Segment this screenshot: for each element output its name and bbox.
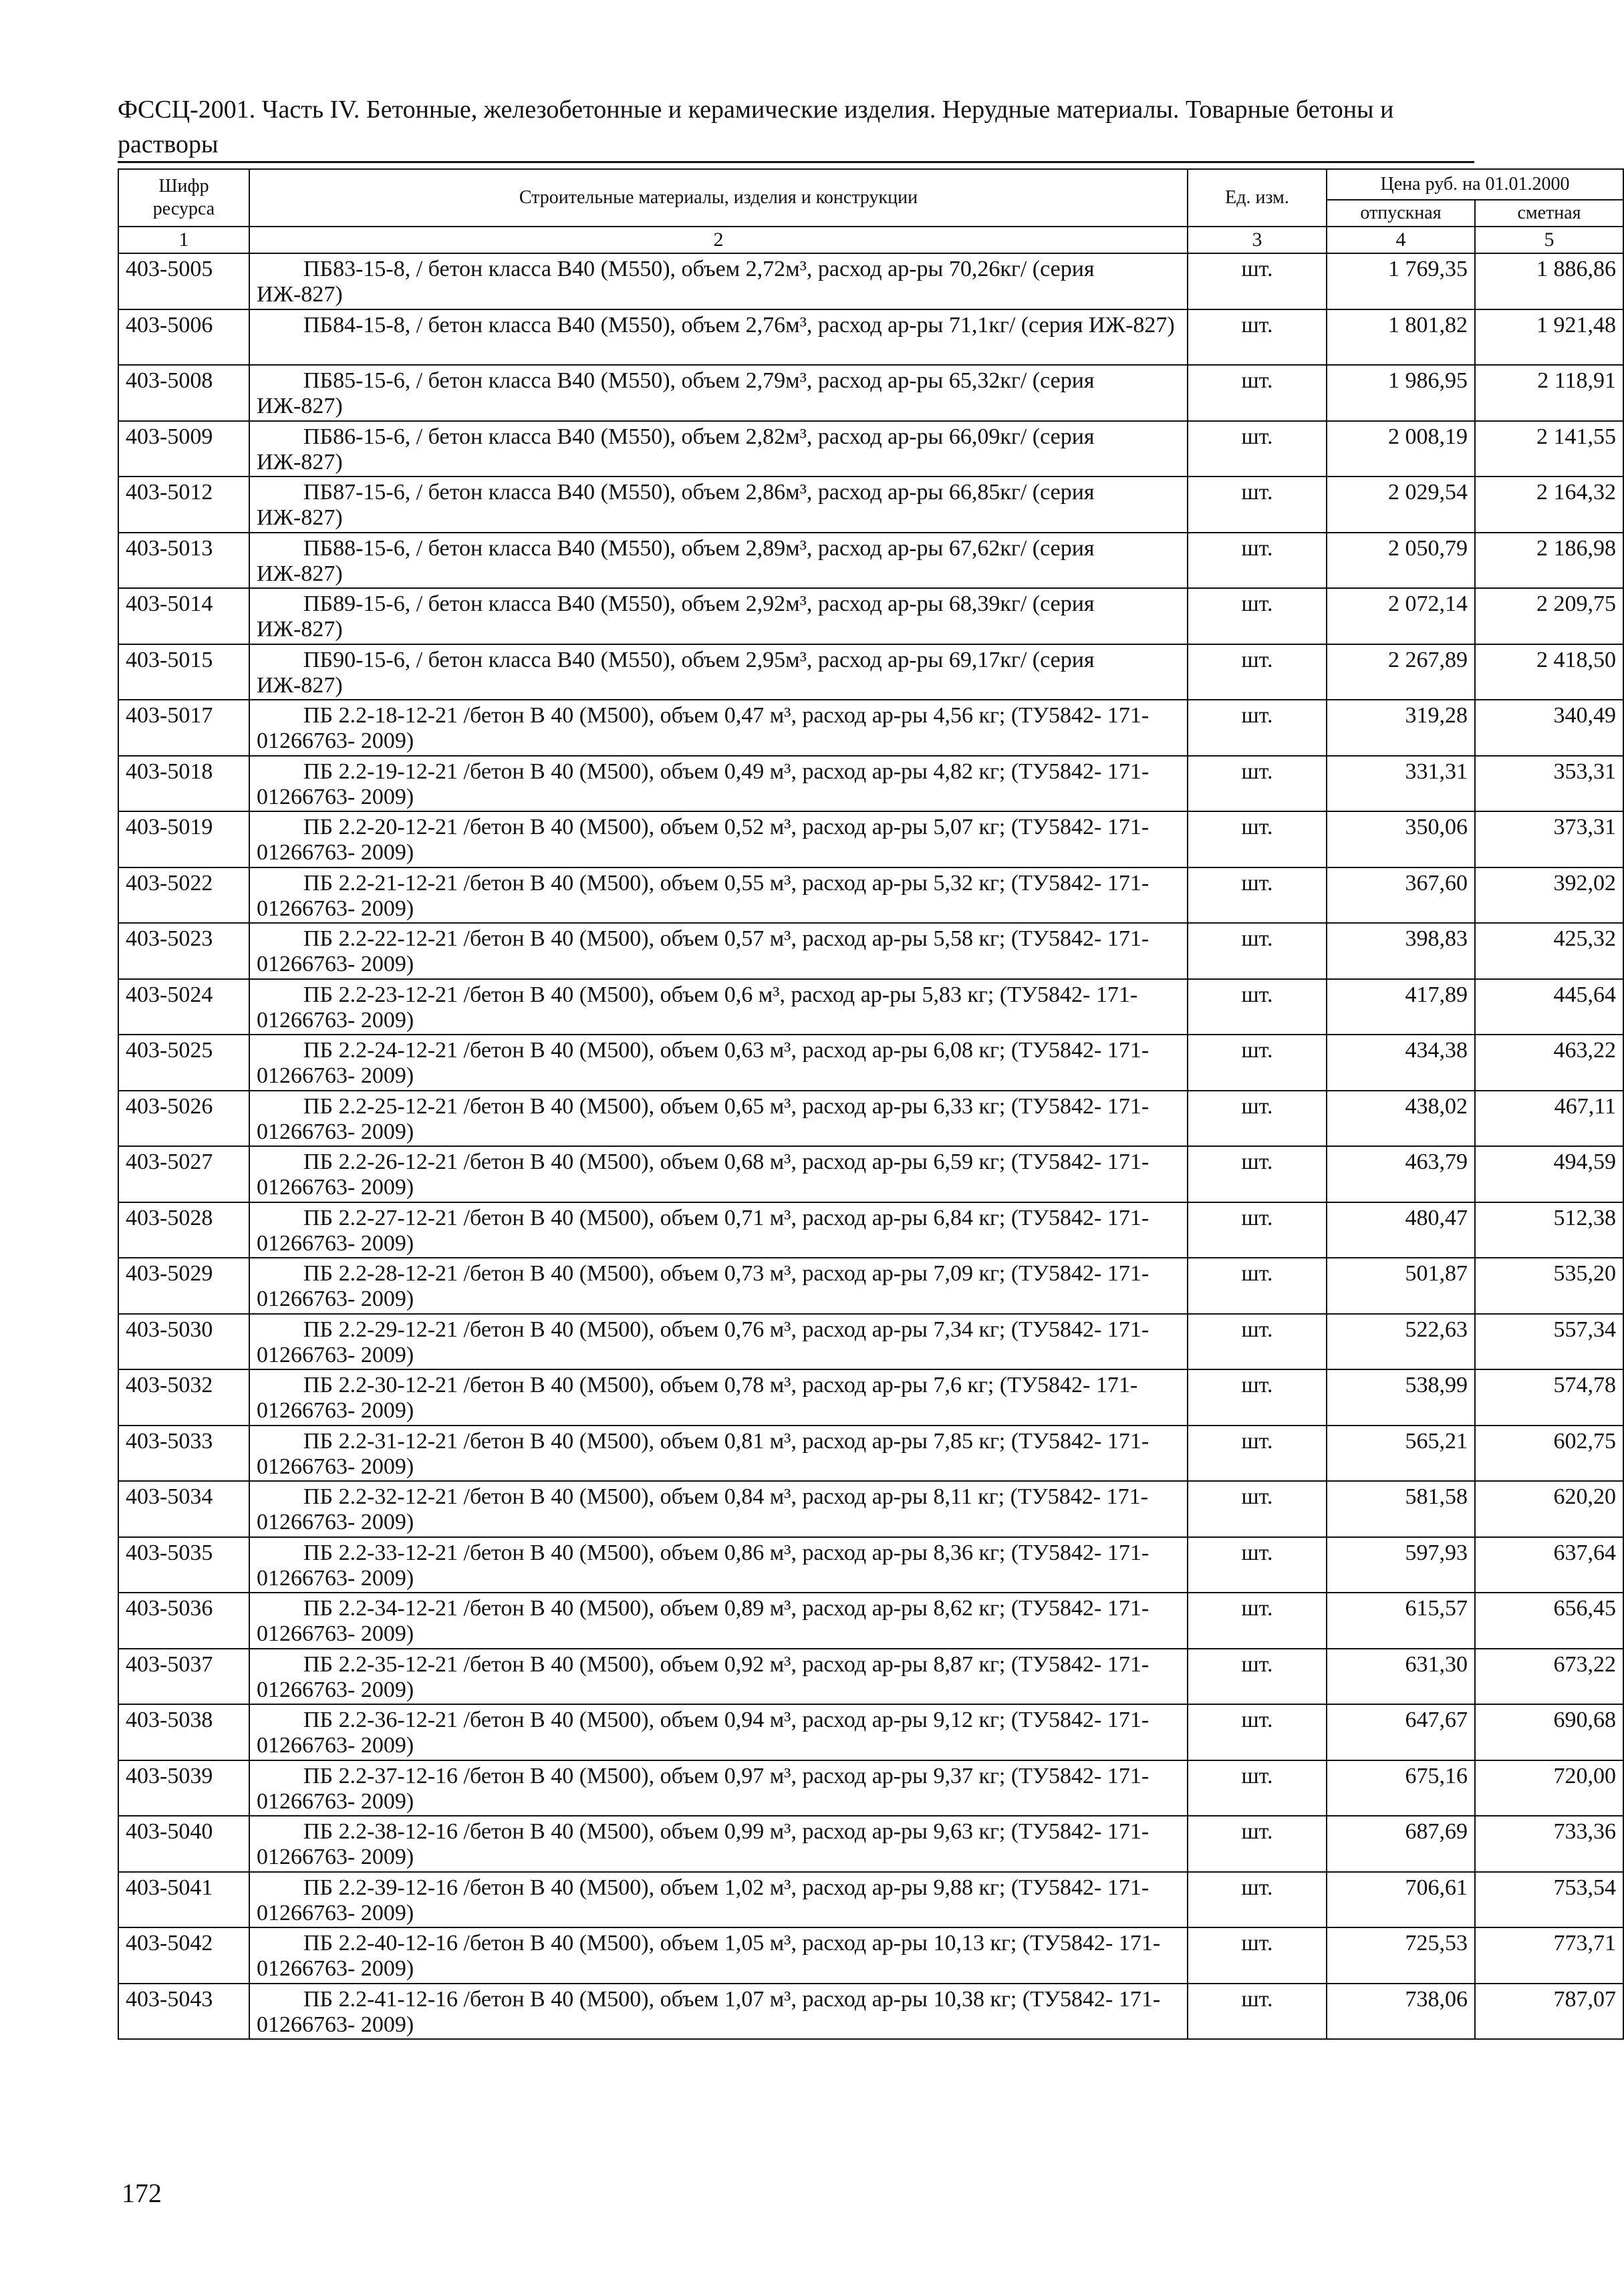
material-name-cell xyxy=(249,644,1188,700)
column-header-name: Строительные материалы, изделия и конструкции xyxy=(249,169,1188,227)
material-name-cell xyxy=(249,1537,1188,1593)
column-number: 1 xyxy=(118,227,249,253)
estimate-price-cell: 445,64 xyxy=(1475,979,1623,1035)
material-name-text: ПБ 2.2-29-12-21 /бетон В 40 (М500), объем 0,76 м³, расход ар-ры 7,34 кг; (ТУ5842- 171- 01266763- 2009) xyxy=(257,1317,1149,1367)
unit-cell: шт. xyxy=(1188,1202,1327,1258)
estimate-price-cell: 574,78 xyxy=(1475,1369,1623,1426)
unit-cell: шт. xyxy=(1188,1872,1327,1928)
resource-code-cell: 403-5009 xyxy=(118,421,249,477)
resource-code-cell: 403-5027 xyxy=(118,1146,249,1202)
material-name-cell xyxy=(249,1426,1188,1482)
release-price-cell: 631,30 xyxy=(1327,1649,1475,1705)
material-name-text: ПБ 2.2-28-12-21 /бетон В 40 (М500), объем 0,73 м³, расход ар-ры 7,09 кг; (ТУ5842- 171- 01266763- 2009) xyxy=(257,1261,1149,1311)
release-price-cell: 480,47 xyxy=(1327,1202,1475,1258)
estimate-price-cell: 353,31 xyxy=(1475,756,1623,812)
table-row xyxy=(118,979,1623,1035)
resource-code-cell: 403-5025 xyxy=(118,1035,249,1091)
resource-code-cell: 403-5012 xyxy=(118,477,249,533)
table-row xyxy=(118,923,1623,979)
header-rule xyxy=(118,161,1474,163)
resource-code-cell: 403-5033 xyxy=(118,1426,249,1482)
estimate-price-cell: 2 418,50 xyxy=(1475,644,1623,700)
resource-code-cell: 403-5023 xyxy=(118,923,249,979)
table-row xyxy=(118,421,1623,477)
unit-cell: шт. xyxy=(1188,811,1327,867)
material-name-text: ПБ87-15-6, / бетон класса В40 (М550), объем 2,86м³, расход ар-ры 66,85кг/ (серия ИЖ-827) xyxy=(257,480,1095,530)
material-name-cell xyxy=(249,1649,1188,1705)
resource-code-cell: 403-5017 xyxy=(118,700,249,756)
release-price-cell: 565,21 xyxy=(1327,1426,1475,1482)
material-name-cell xyxy=(249,1872,1188,1928)
unit-cell: шт. xyxy=(1188,1593,1327,1649)
unit-cell: шт. xyxy=(1188,1984,1327,2040)
unit-cell: шт. xyxy=(1188,1035,1327,1091)
material-name-cell xyxy=(249,253,1188,309)
estimate-price-cell: 602,75 xyxy=(1475,1426,1623,1482)
material-name-text: ПБ83-15-8, / бетон класса В40 (М550), объем 2,72м³, расход ар-ры 70,26кг/ (серия ИЖ-827) xyxy=(257,257,1095,307)
estimate-price-cell: 557,34 xyxy=(1475,1314,1623,1370)
material-name-text: ПБ90-15-6, / бетон класса В40 (М550), объем 2,95м³, расход ар-ры 69,17кг/ (серия ИЖ-827) xyxy=(257,647,1095,698)
resource-code-cell: 403-5043 xyxy=(118,1984,249,2040)
release-price-cell: 398,83 xyxy=(1327,923,1475,979)
estimate-price-cell: 656,45 xyxy=(1475,1593,1623,1649)
table-row xyxy=(118,253,1623,309)
unit-cell: шт. xyxy=(1188,477,1327,533)
column-number: 5 xyxy=(1475,227,1623,253)
unit-cell: шт. xyxy=(1188,588,1327,644)
resource-code-cell: 403-5034 xyxy=(118,1481,249,1537)
resource-table xyxy=(118,168,1624,2040)
unit-cell: шт. xyxy=(1188,1649,1327,1705)
release-price-cell: 319,28 xyxy=(1327,700,1475,756)
resource-code-cell: 403-5042 xyxy=(118,1927,249,1984)
release-price-cell: 615,57 xyxy=(1327,1593,1475,1649)
column-number: 2 xyxy=(249,227,1188,253)
material-name-text: ПБ 2.2-38-12-16 /бетон В 40 (М500), объем 0,99 м³, расход ар-ры 9,63 кг; (ТУ5842- 171- 01266763- 2009) xyxy=(257,1819,1149,1869)
material-name-text: ПБ 2.2-35-12-21 /бетон В 40 (М500), объем 0,92 м³, расход ар-ры 8,87 кг; (ТУ5842- 171- 01266763- 2009) xyxy=(257,1651,1149,1702)
resource-code-cell: 403-5024 xyxy=(118,979,249,1035)
release-price-cell: 522,63 xyxy=(1327,1314,1475,1370)
material-name-text: ПБ 2.2-18-12-21 /бетон В 40 (М500), объем 0,47 м³, расход ар-ры 4,56 кг; (ТУ5842- 171- 01266763- 2009) xyxy=(257,703,1149,753)
estimate-price-cell: 2 118,91 xyxy=(1475,365,1623,421)
unit-cell: шт. xyxy=(1188,1537,1327,1593)
release-price-cell: 1 986,95 xyxy=(1327,365,1475,421)
table-row xyxy=(118,1314,1623,1370)
resource-code-cell: 403-5019 xyxy=(118,811,249,867)
material-name-text: ПБ 2.2-34-12-21 /бетон В 40 (М500), объем 0,89 м³, расход ар-ры 8,62 кг; (ТУ5842- 171- 01266763- 2009) xyxy=(257,1596,1149,1646)
material-name-cell xyxy=(249,1369,1188,1426)
release-price-cell: 1 801,82 xyxy=(1327,309,1475,366)
table-row xyxy=(118,365,1623,421)
column-header-estimate-price: сметная xyxy=(1475,200,1623,227)
document-header: ФССЦ-2001. Часть IV. Бетонные, железобетонные и керамические изделия. Нерудные материалы. Товарные бетоны и растворы xyxy=(118,96,1394,158)
material-name-text: ПБ 2.2-33-12-21 /бетон В 40 (М500), объем 0,86 м³, расход ар-ры 8,36 кг; (ТУ5842- 171- 01266763- 2009) xyxy=(257,1540,1149,1591)
unit-cell: шт. xyxy=(1188,533,1327,589)
release-price-cell: 331,31 xyxy=(1327,756,1475,812)
unit-cell: шт. xyxy=(1188,979,1327,1035)
resource-code-cell: 403-5037 xyxy=(118,1649,249,1705)
estimate-price-cell: 690,68 xyxy=(1475,1704,1623,1760)
table-row xyxy=(118,1146,1623,1202)
material-name-cell xyxy=(249,1202,1188,1258)
material-name-cell xyxy=(249,923,1188,979)
column-header-unit: Ед. изм. xyxy=(1188,169,1327,227)
estimate-price-cell: 2 209,75 xyxy=(1475,588,1623,644)
resource-code-cell: 403-5013 xyxy=(118,533,249,589)
table-row xyxy=(118,309,1623,366)
estimate-price-cell: 2 164,32 xyxy=(1475,477,1623,533)
table-row xyxy=(118,811,1623,867)
estimate-price-cell: 773,71 xyxy=(1475,1927,1623,1984)
table-row xyxy=(118,1593,1623,1649)
table-row xyxy=(118,1258,1623,1314)
material-name-cell xyxy=(249,1927,1188,1984)
unit-cell: шт. xyxy=(1188,1816,1327,1872)
material-name-cell xyxy=(249,1258,1188,1314)
release-price-cell: 581,58 xyxy=(1327,1481,1475,1537)
estimate-price-cell: 340,49 xyxy=(1475,700,1623,756)
unit-cell: шт. xyxy=(1188,1481,1327,1537)
unit-cell: шт. xyxy=(1188,1927,1327,1984)
material-name-text: ПБ 2.2-37-12-16 /бетон В 40 (М500), объем 0,97 м³, расход ар-ры 9,37 кг; (ТУ5842- 171- 01266763- 2009) xyxy=(257,1763,1149,1814)
material-name-text: ПБ 2.2-22-12-21 /бетон В 40 (М500), объем 0,57 м³, расход ар-ры 5,58 кг; (ТУ5842- 171- 01266763- 2009) xyxy=(257,926,1149,976)
resource-code-cell: 403-5035 xyxy=(118,1537,249,1593)
estimate-price-cell: 2 141,55 xyxy=(1475,421,1623,477)
release-price-cell: 2 029,54 xyxy=(1327,477,1475,533)
table-row xyxy=(118,700,1623,756)
material-name-text: ПБ 2.2-26-12-21 /бетон В 40 (М500), объем 0,68 м³, расход ар-ры 6,59 кг; (ТУ5842- 171- 01266763- 2009) xyxy=(257,1150,1149,1200)
material-name-text: ПБ 2.2-36-12-21 /бетон В 40 (М500), объем 0,94 м³, расход ар-ры 9,12 кг; (ТУ5842- 171- 01266763- 2009) xyxy=(257,1708,1149,1758)
resource-code-cell: 403-5030 xyxy=(118,1314,249,1370)
unit-cell: шт. xyxy=(1188,1426,1327,1482)
resource-code-cell: 403-5032 xyxy=(118,1369,249,1426)
material-name-cell xyxy=(249,309,1188,366)
release-price-cell: 2 008,19 xyxy=(1327,421,1475,477)
estimate-price-cell: 620,20 xyxy=(1475,1481,1623,1537)
estimate-price-cell: 753,54 xyxy=(1475,1872,1623,1928)
estimate-price-cell: 2 186,98 xyxy=(1475,533,1623,589)
unit-cell: шт. xyxy=(1188,1704,1327,1760)
estimate-price-cell: 512,38 xyxy=(1475,1202,1623,1258)
unit-cell: шт. xyxy=(1188,923,1327,979)
table-row xyxy=(118,867,1623,924)
unit-cell: шт. xyxy=(1188,1258,1327,1314)
release-price-cell: 647,67 xyxy=(1327,1704,1475,1760)
material-name-text: ПБ89-15-6, / бетон класса В40 (М550), объем 2,92м³, расход ар-ры 68,39кг/ (серия ИЖ-827) xyxy=(257,591,1095,642)
material-name-cell xyxy=(249,1593,1188,1649)
estimate-price-cell: 720,00 xyxy=(1475,1760,1623,1816)
column-header-release-price: отпускная xyxy=(1327,200,1475,227)
material-name-cell xyxy=(249,477,1188,533)
table-row xyxy=(118,1091,1623,1147)
material-name-cell xyxy=(249,1091,1188,1147)
resource-code-cell: 403-5006 xyxy=(118,309,249,366)
resource-code-cell: 403-5039 xyxy=(118,1760,249,1816)
material-name-text: ПБ84-15-8, / бетон класса В40 (М550), объем 2,76м³, расход ар-ры 71,1кг/ (серия ИЖ-827) xyxy=(303,312,1175,338)
resource-code-cell: 403-5028 xyxy=(118,1202,249,1258)
release-price-cell: 2 050,79 xyxy=(1327,533,1475,589)
material-name-text: ПБ 2.2-20-12-21 /бетон В 40 (М500), объем 0,52 м³, расход ар-ры 5,07 кг; (ТУ5842- 171- 01266763- 2009) xyxy=(257,815,1149,865)
table-row xyxy=(118,1872,1623,1928)
material-name-text: ПБ 2.2-41-12-16 /бетон В 40 (М500), объем 1,07 м³, расход ар-ры 10,38 кг; (ТУ5842- 171- 01266763- 2009) xyxy=(257,1986,1161,2037)
estimate-price-cell: 787,07 xyxy=(1475,1984,1623,2040)
unit-cell: шт. xyxy=(1188,867,1327,924)
table-row xyxy=(118,533,1623,589)
material-name-text: ПБ 2.2-31-12-21 /бетон В 40 (М500), объем 0,81 м³, расход ар-ры 7,85 кг; (ТУ5842- 171- 01266763- 2009) xyxy=(257,1428,1149,1479)
resource-code-cell: 403-5026 xyxy=(118,1091,249,1147)
estimate-price-cell: 463,22 xyxy=(1475,1035,1623,1091)
unit-cell: шт. xyxy=(1188,253,1327,309)
release-price-cell: 538,99 xyxy=(1327,1369,1475,1426)
table-row xyxy=(118,1704,1623,1760)
table-row xyxy=(118,1760,1623,1816)
material-name-cell xyxy=(249,756,1188,812)
table-row xyxy=(118,1035,1623,1091)
table-row xyxy=(118,756,1623,812)
material-name-text: ПБ 2.2-21-12-21 /бетон В 40 (М500), объем 0,55 м³, расход ар-ры 5,32 кг; (ТУ5842- 171- 01266763- 2009) xyxy=(257,870,1149,921)
column-number: 3 xyxy=(1188,227,1327,253)
unit-cell: шт. xyxy=(1188,1091,1327,1147)
release-price-cell: 687,69 xyxy=(1327,1816,1475,1872)
table-row xyxy=(118,588,1623,644)
resource-code-cell: 403-5036 xyxy=(118,1593,249,1649)
material-name-text: ПБ 2.2-39-12-16 /бетон В 40 (М500), объем 1,02 м³, расход ар-ры 9,88 кг; (ТУ5842- 171- 01266763- 2009) xyxy=(257,1875,1149,1925)
material-name-cell xyxy=(249,867,1188,924)
table-row xyxy=(118,1984,1623,2040)
release-price-cell: 675,16 xyxy=(1327,1760,1475,1816)
unit-cell: шт. xyxy=(1188,421,1327,477)
column-number: 4 xyxy=(1327,227,1475,253)
release-price-cell: 597,93 xyxy=(1327,1537,1475,1593)
release-price-cell: 417,89 xyxy=(1327,979,1475,1035)
material-name-text: ПБ 2.2-40-12-16 /бетон В 40 (М500), объем 1,05 м³, расход ар-ры 10,13 кг; (ТУ5842- 171- 01266763- 2009) xyxy=(257,1931,1161,1981)
table-row xyxy=(118,644,1623,700)
resource-code-cell: 403-5018 xyxy=(118,756,249,812)
table-row xyxy=(118,1816,1623,1872)
estimate-price-cell: 467,11 xyxy=(1475,1091,1623,1147)
release-price-cell: 501,87 xyxy=(1327,1258,1475,1314)
unit-cell: шт. xyxy=(1188,1314,1327,1370)
release-price-cell: 438,02 xyxy=(1327,1091,1475,1147)
page-number: 172 xyxy=(122,2178,162,2208)
unit-cell: шт. xyxy=(1188,1369,1327,1426)
resource-code-cell: 403-5029 xyxy=(118,1258,249,1314)
table-row xyxy=(118,1369,1623,1426)
material-name-text: ПБ 2.2-30-12-21 /бетон В 40 (М500), объем 0,78 м³, расход ар-ры 7,6 кг; (ТУ5842- 171- 01266763- 2009) xyxy=(257,1373,1138,1423)
resource-code-cell: 403-5014 xyxy=(118,588,249,644)
unit-cell: шт. xyxy=(1188,365,1327,421)
unit-cell: шт. xyxy=(1188,644,1327,700)
table-row xyxy=(118,1202,1623,1258)
estimate-price-cell: 733,36 xyxy=(1475,1816,1623,1872)
table-row xyxy=(118,1426,1623,1482)
estimate-price-cell: 673,22 xyxy=(1475,1649,1623,1705)
material-name-cell xyxy=(249,1760,1188,1816)
material-name-cell xyxy=(249,1984,1188,2040)
table-row xyxy=(118,477,1623,533)
release-price-cell: 738,06 xyxy=(1327,1984,1475,2040)
resource-code-cell: 403-5005 xyxy=(118,253,249,309)
material-name-cell xyxy=(249,588,1188,644)
estimate-price-cell: 373,31 xyxy=(1475,811,1623,867)
table-row xyxy=(118,1481,1623,1537)
estimate-price-cell: 1 886,86 xyxy=(1475,253,1623,309)
unit-cell: шт. xyxy=(1188,309,1327,366)
table-body xyxy=(118,253,1623,2039)
table-row xyxy=(118,1537,1623,1593)
material-name-cell xyxy=(249,811,1188,867)
release-price-cell: 350,06 xyxy=(1327,811,1475,867)
material-name-text: ПБ 2.2-23-12-21 /бетон В 40 (М500), объем 0,6 м³, расход ар-ры 5,83 кг; (ТУ5842- 171- 01266763- 2009) xyxy=(257,982,1138,1033)
material-name-cell xyxy=(249,1481,1188,1537)
material-name-cell xyxy=(249,700,1188,756)
material-name-cell xyxy=(249,1035,1188,1091)
material-name-text: ПБ88-15-6, / бетон класса В40 (М550), объем 2,89м³, расход ар-ры 67,62кг/ (серия ИЖ-827) xyxy=(257,535,1095,586)
release-price-cell: 434,38 xyxy=(1327,1035,1475,1091)
material-name-cell xyxy=(249,1816,1188,1872)
material-name-text: ПБ 2.2-25-12-21 /бетон В 40 (М500), объем 0,65 м³, расход ар-ры 6,33 кг; (ТУ5842- 171- 01266763- 2009) xyxy=(257,1093,1149,1144)
material-name-cell xyxy=(249,365,1188,421)
resource-code-cell: 403-5022 xyxy=(118,867,249,924)
material-name-cell xyxy=(249,1146,1188,1202)
unit-cell: шт. xyxy=(1188,1146,1327,1202)
column-header-code: Шифр ресурса xyxy=(118,169,249,227)
release-price-cell: 706,61 xyxy=(1327,1872,1475,1928)
estimate-price-cell: 535,20 xyxy=(1475,1258,1623,1314)
column-header-price: Цена руб. на 01.01.2000 xyxy=(1327,169,1623,200)
material-name-text: ПБ86-15-6, / бетон класса В40 (М550), объем 2,82м³, расход ар-ры 66,09кг/ (серия ИЖ-827) xyxy=(257,424,1095,475)
table-row xyxy=(118,1927,1623,1984)
release-price-cell: 463,79 xyxy=(1327,1146,1475,1202)
material-name-text: ПБ 2.2-24-12-21 /бетон В 40 (М500), объем 0,63 м³, расход ар-ры 6,08 кг; (ТУ5842- 171- 01266763- 2009) xyxy=(257,1038,1149,1088)
estimate-price-cell: 392,02 xyxy=(1475,867,1623,924)
estimate-price-cell: 1 921,48 xyxy=(1475,309,1623,366)
estimate-price-cell: 425,32 xyxy=(1475,923,1623,979)
unit-cell: шт. xyxy=(1188,756,1327,812)
resource-code-cell: 403-5040 xyxy=(118,1816,249,1872)
material-name-text: ПБ85-15-6, / бетон класса В40 (М550), объем 2,79м³, расход ар-ры 65,32кг/ (серия ИЖ-827) xyxy=(257,368,1095,418)
material-name-text: ПБ 2.2-19-12-21 /бетон В 40 (М500), объем 0,49 м³, расход ар-ры 4,82 кг; (ТУ5842- 171- 01266763- 2009) xyxy=(257,759,1149,809)
resource-code-cell: 403-5038 xyxy=(118,1704,249,1760)
release-price-cell: 2 072,14 xyxy=(1327,588,1475,644)
material-name-cell xyxy=(249,1314,1188,1370)
material-name-cell xyxy=(249,421,1188,477)
material-name-text: ПБ 2.2-32-12-21 /бетон В 40 (М500), объем 0,84 м³, расход ар-ры 8,11 кг; (ТУ5842- 171- 01266763- 2009) xyxy=(257,1484,1148,1534)
material-name-cell xyxy=(249,533,1188,589)
column-number-row xyxy=(118,227,1623,253)
unit-cell: шт. xyxy=(1188,1760,1327,1816)
table-row xyxy=(118,1649,1623,1705)
material-name-cell xyxy=(249,979,1188,1035)
material-name-text: ПБ 2.2-27-12-21 /бетон В 40 (М500), объем 0,71 м³, расход ар-ры 6,84 кг; (ТУ5842- 171- 01266763- 2009) xyxy=(257,1205,1149,1256)
release-price-cell: 725,53 xyxy=(1327,1927,1475,1984)
release-price-cell: 2 267,89 xyxy=(1327,644,1475,700)
resource-code-cell: 403-5041 xyxy=(118,1872,249,1928)
estimate-price-cell: 637,64 xyxy=(1475,1537,1623,1593)
material-name-cell xyxy=(249,1704,1188,1760)
release-price-cell: 1 769,35 xyxy=(1327,253,1475,309)
resource-code-cell: 403-5008 xyxy=(118,365,249,421)
resource-code-cell: 403-5015 xyxy=(118,644,249,700)
release-price-cell: 367,60 xyxy=(1327,867,1475,924)
unit-cell: шт. xyxy=(1188,700,1327,756)
estimate-price-cell: 494,59 xyxy=(1475,1146,1623,1202)
